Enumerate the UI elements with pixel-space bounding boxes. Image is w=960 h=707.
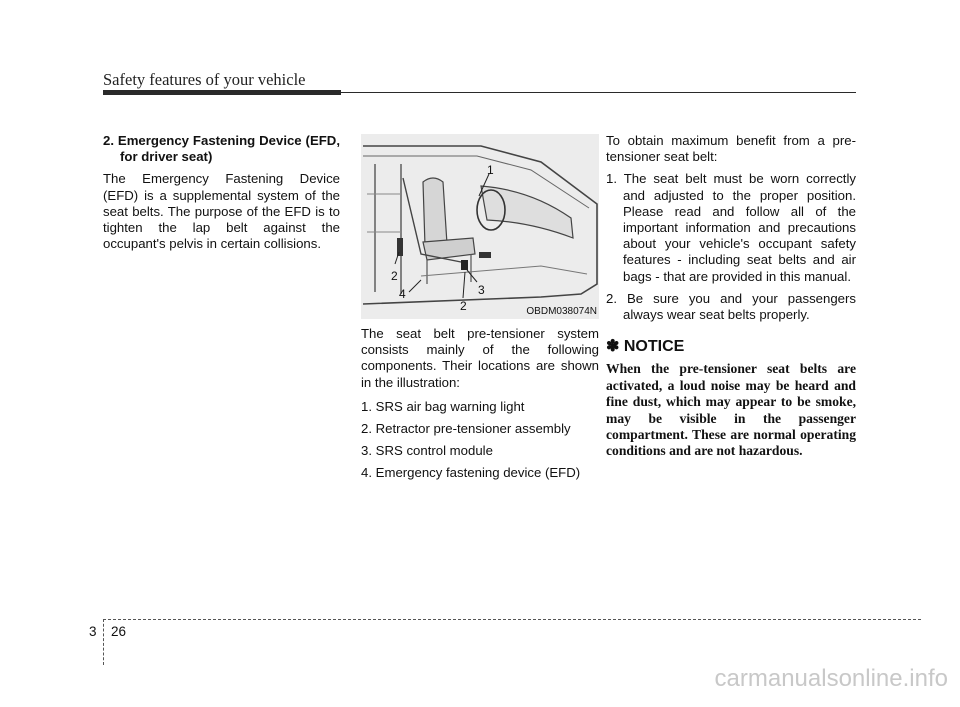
notice-heading: ✽ NOTICE: [606, 338, 685, 356]
figure-code: OBDM038074N: [526, 306, 597, 317]
retractor-mark: [397, 238, 403, 256]
header-rule: [341, 92, 856, 93]
header-bar: [103, 90, 341, 95]
component-item: 1. SRS air bag warning light: [361, 398, 525, 414]
benefit-item: 2. Be sure you and your passengers always wear seat belts properly.: [606, 290, 856, 323]
car-interior-drawing: [361, 134, 599, 319]
benefit-item: 1. The seat belt must be worn correctly and adjusted to the proper position. Please read and follow all of the important information and precautions about your vehicle's occupant safety features - including seat belts and air bags - that are provided in this manual.: [606, 171, 856, 284]
page-number: 26: [111, 624, 127, 639]
callout-3: 3: [478, 283, 485, 297]
right-column: [606, 133, 856, 460]
component-item: 3. SRS control module: [361, 443, 493, 459]
middle-column: [361, 326, 599, 488]
components-intro: The seat belt pre-tensioner system consists mainly of the following components. Their locations are shown in the illustration:: [361, 326, 599, 390]
efd-description: The Emergency Fastening Device (EFD) is a supplemental system of the seat belts. The purpose of the EFD is to tighten the lap belt against the occupant's pelvis in certain collisions.: [103, 171, 340, 252]
chapter-number: 3: [89, 624, 97, 639]
left-column: [103, 133, 340, 252]
benefit-intro: To obtain maximum benefit from a pre-tensioner seat belt:: [606, 133, 856, 165]
section-heading-efd: 2. Emergency Fastening Device (EFD, for driver seat): [103, 133, 340, 165]
page-header-title: Safety features of your vehicle: [103, 70, 306, 89]
watermark: carmanualsonline.info: [714, 665, 948, 692]
callout-4: 4: [399, 287, 406, 301]
control-module-mark: [461, 260, 468, 270]
component-item: 4. Emergency fastening device (EFD): [361, 465, 581, 481]
component-item: 2. Retractor pre-tensioner assembly: [361, 421, 571, 437]
footer-vertical-rule: [103, 619, 104, 665]
seat-belt-illustration: [361, 134, 599, 319]
callout-2-left: 2: [391, 269, 398, 283]
callout-2-bottom: 2: [460, 299, 467, 313]
notice-body: When the pre-tensioner seat belts are activated, a loud noise may be heard and fine dust, which may appear to be smoke, may be visible in the passenger compartment. These are normal operating conditions and are not hazardous.: [606, 361, 856, 459]
footer-rule: [103, 619, 921, 620]
callout-1: 1: [487, 163, 494, 177]
